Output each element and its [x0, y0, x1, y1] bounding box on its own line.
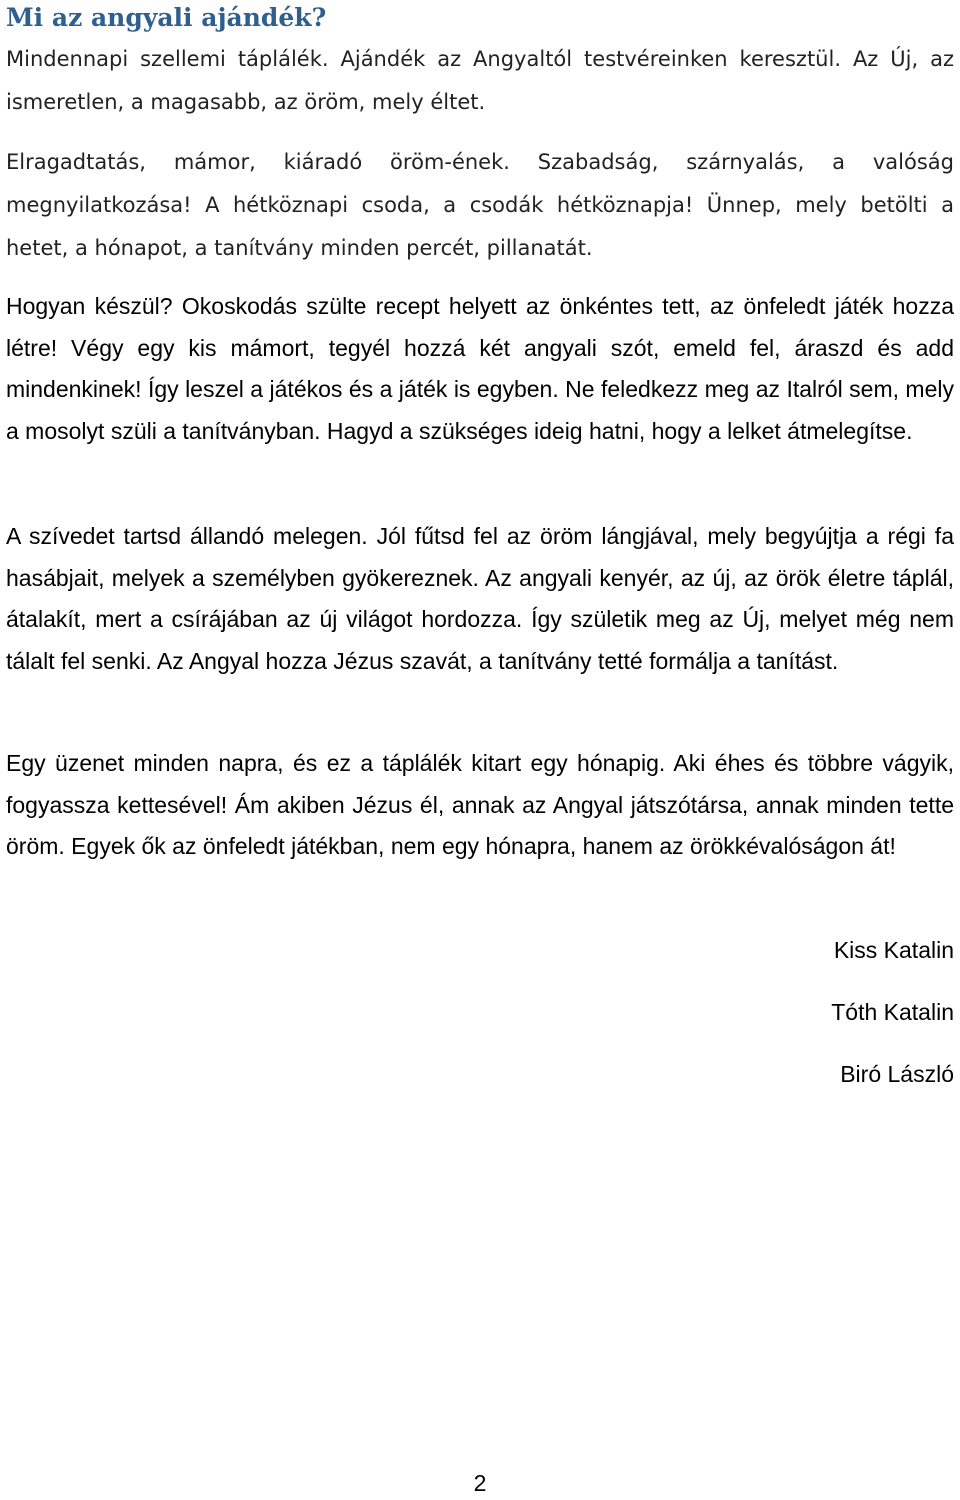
- paragraph-hogyan-keszul: Hogyan készül? Okoskodás szülte recept helyett az önkéntes tett, az önfeledt játék hozza létre! Végy egy kis mámort, tegyél hozzá két angyali szót, emeld fel, áraszd és add mindenkinek! Így leszel a játékos és a játék is egyben. Ne feledkezz meg az Italról sem, mely a mosolyt szüli a tanítványban. Hagyd a szükséges ideig hatni, hogy a lelket átmelegítse.: [6, 293, 954, 444]
- signature-biro-laszlo: Biró László: [840, 1061, 954, 1087]
- paragraph-szivedet: A szívedet tartsd állandó melegen. Jól fűtsd fel az öröm lángjával, mely begyújtja a régi fa hasábjait, melyek a személyben gyökereznek. Az angyali kenyér, az új, az örök életre táplál, átalakít, mert a csírájában az új világot hordozza. Így születik meg az Új, melyet még nem tálalt fel senki. Az Angyal hozza Jézus szavát, a tanítvány tetté formálja a tanítást.: [6, 523, 954, 674]
- paragraph-intro: Mindennapi szellemi táplálék. Ajándék az Angyaltól testvéreinken keresztül. Az Új, az ismeretlen, a magasabb, az öröm, mely éltet.: [6, 47, 954, 114]
- signature-toth-katalin: Tóth Katalin: [831, 999, 954, 1025]
- paragraph-elragadtatas: Elragadtatás, mámor, kiáradó öröm-ének. Szabadság, szárnyalás, a valóság megnyilatkozása! A hétköznapi csoda, a csodák hétköznapja! Ünnep, mely betölti a hetet, a hónapot, a tanítvány minden percét, pillanatát.: [6, 150, 954, 260]
- paragraph-uzenet: Egy üzenet minden napra, és ez a táplálék kitart egy hónapig. Aki éhes és többre vágyik, fogyassza kettesével! Ám akiben Jézus él, annak az Angyal játszótársa, annak minden tette öröm. Egyek ők az önfeledt játékban, nem egy hónapra, hanem az örökkévalóságon át!: [6, 750, 954, 859]
- signature-block: [831, 930, 954, 1116]
- signature-kiss-katalin: Kiss Katalin: [833, 937, 954, 963]
- page-title: Mi az angyali ajándék?: [6, 3, 327, 32]
- page-number: 2: [473, 1470, 487, 1496]
